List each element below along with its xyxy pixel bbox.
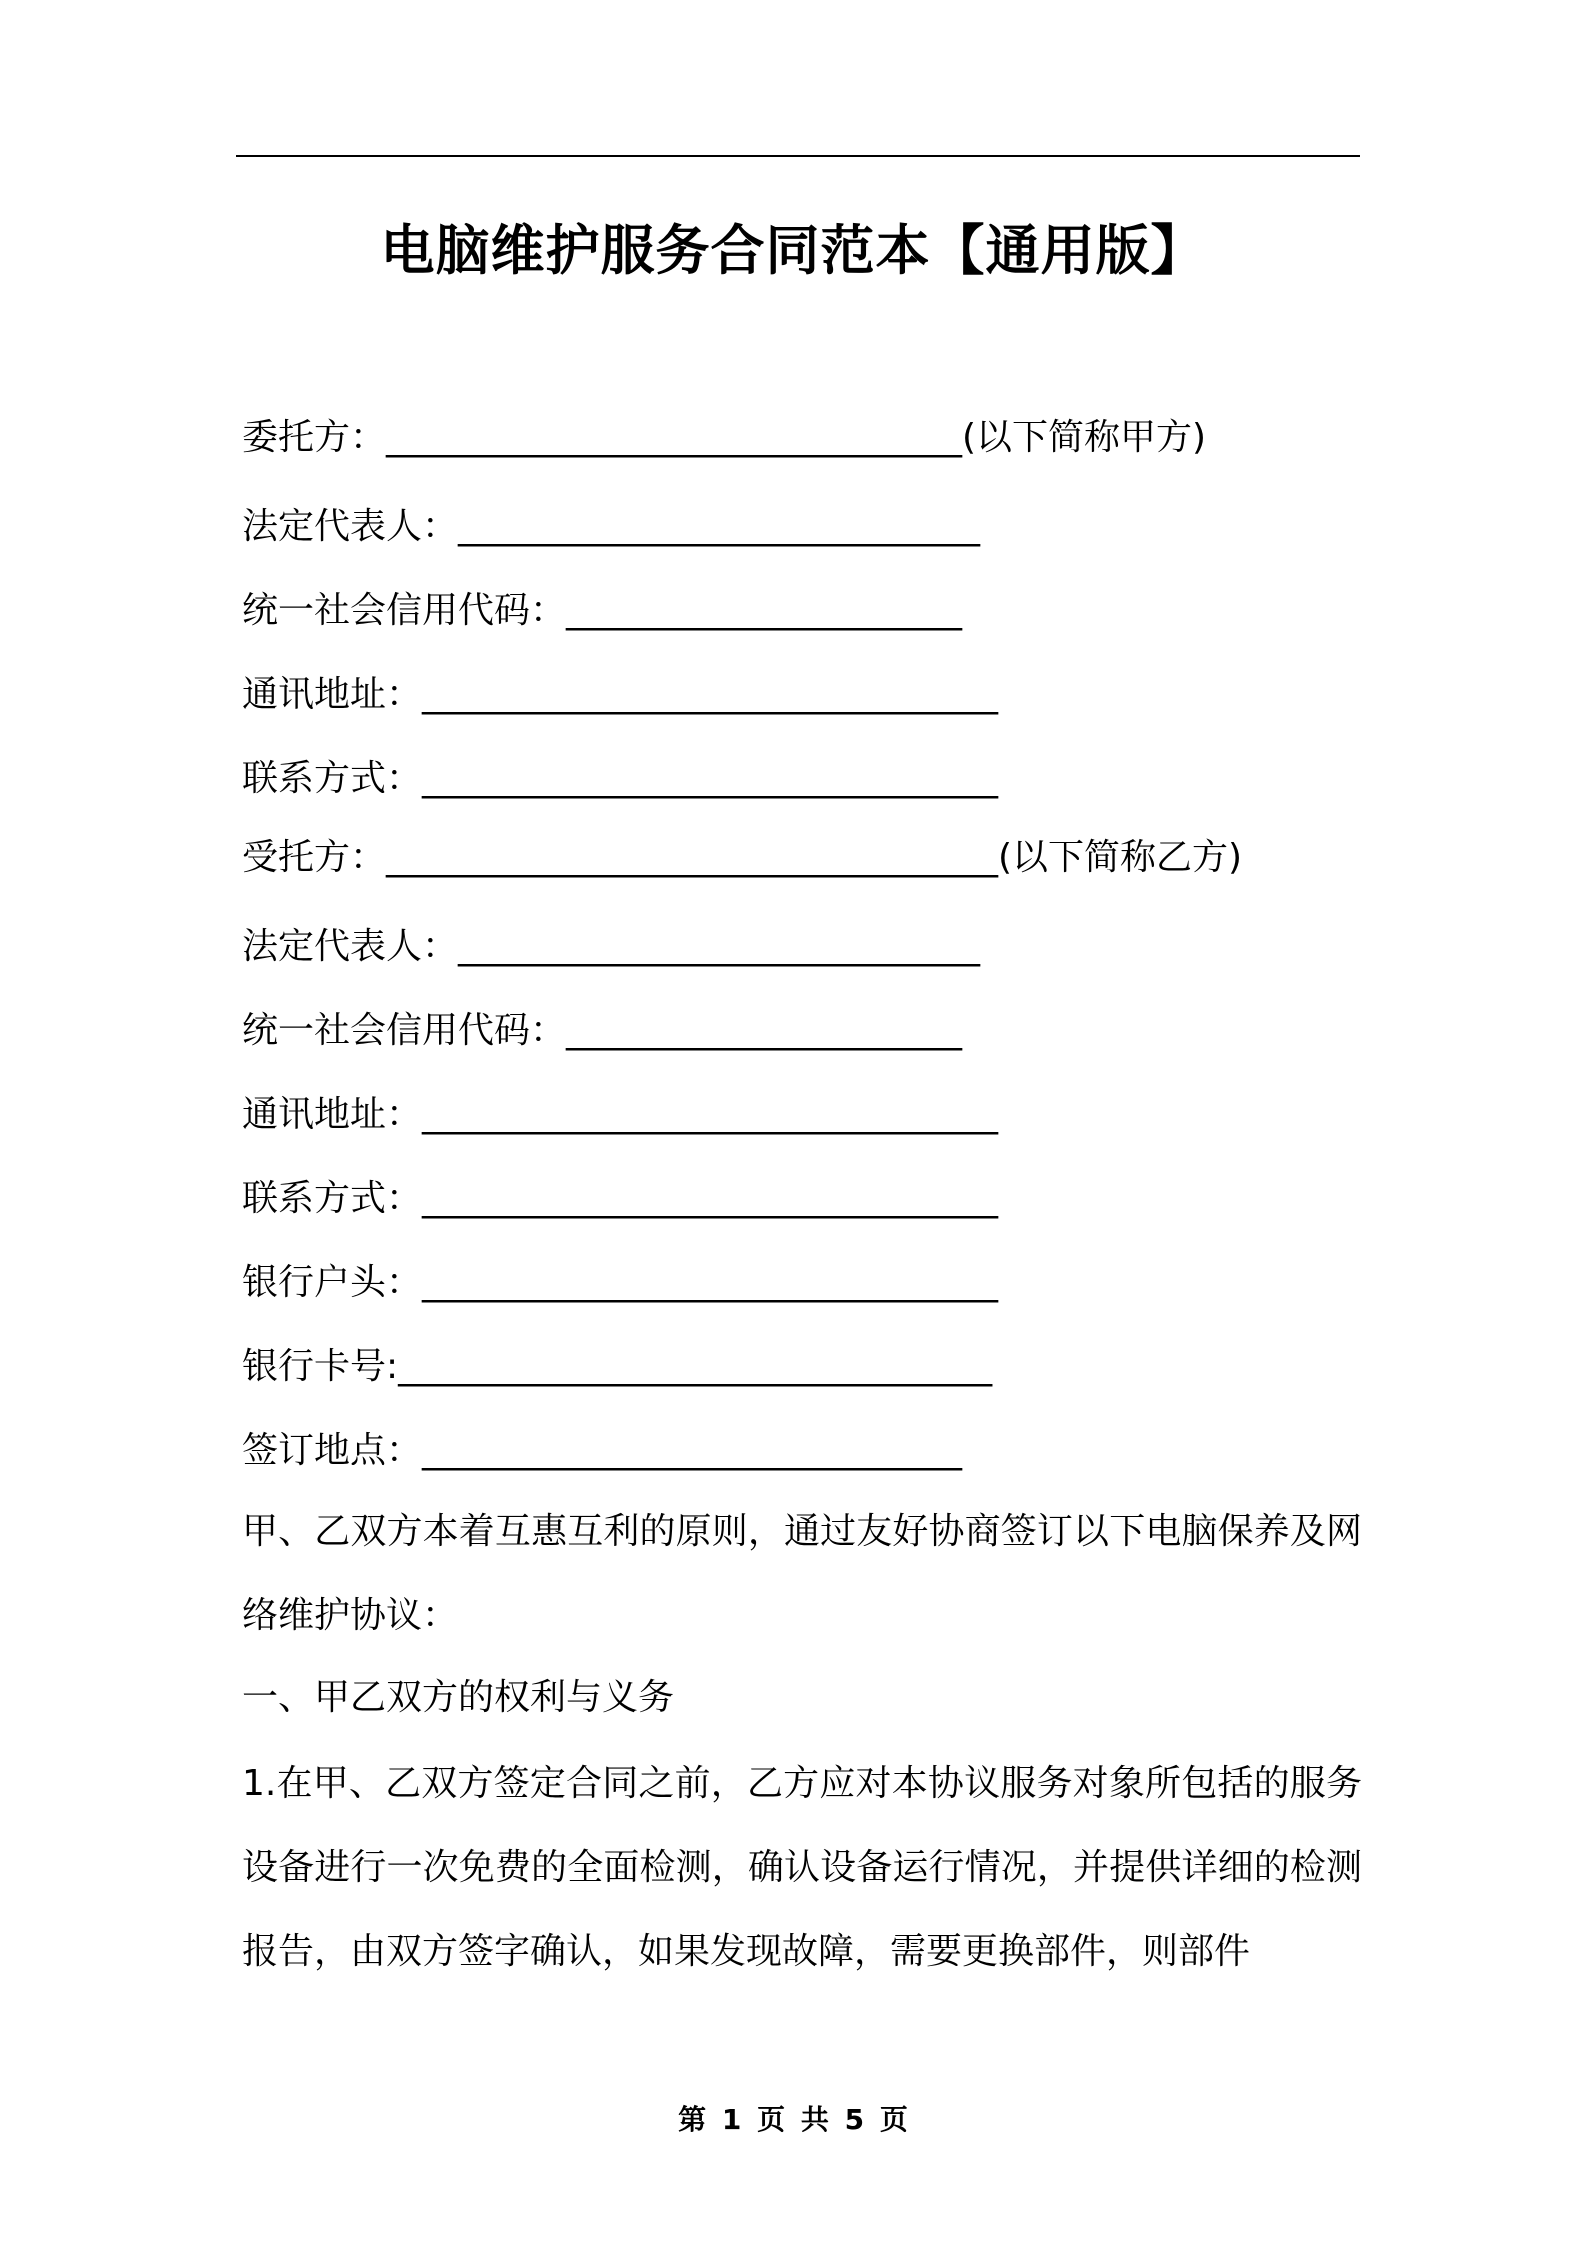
bank-account-name-field: 银行户头：________________________________ [242,1262,999,1303]
signing-place-field: 签订地点：______________________________ [242,1430,963,1471]
section-heading: 一、甲乙双方的权利与义务 [242,1677,675,1718]
legal-representative-field: 法定代表人：_____________________________ [242,926,981,967]
address-field: 通讯地址：________________________________ [242,1094,999,1135]
principal-field: 委托方：________________________________(以下简称甲方) [242,417,1207,458]
page-number-footer: 第 1 页 共 5 页 [678,2103,908,2136]
document-title: 电脑维护服务合同范本【通用版】 [380,219,1206,282]
header-rule [236,155,1360,157]
legal-representative-field: 法定代表人：_____________________________ [242,506,981,547]
bank-card-field: 银行卡号:_________________________________ [242,1346,993,1387]
contact-field: 联系方式：________________________________ [242,1178,999,1219]
credit-code-field: 统一社会信用代码：______________________ [242,1010,963,1051]
contact-field: 联系方式：________________________________ [242,758,999,799]
preamble-paragraph: 甲、乙双方本着互惠互利的原则，通过友好协商签订以下电脑保养及网络维护协议： [242,1511,1362,1636]
credit-code-field: 统一社会信用代码：______________________ [242,590,963,631]
address-field: 通讯地址：________________________________ [242,674,999,715]
agent-field: 受托方：__________________________________(以下简称乙方) [242,837,1243,878]
clause-paragraph: 1.在甲、乙双方签定合同之前，乙方应对本协议服务对象所包括的服务设备进行一次免费的全面检测，确认设备运行情况，并提供详细的检测报告，由双方签字确认，如果发现故障，需要更换部件，则部件 [242,1763,1362,1972]
